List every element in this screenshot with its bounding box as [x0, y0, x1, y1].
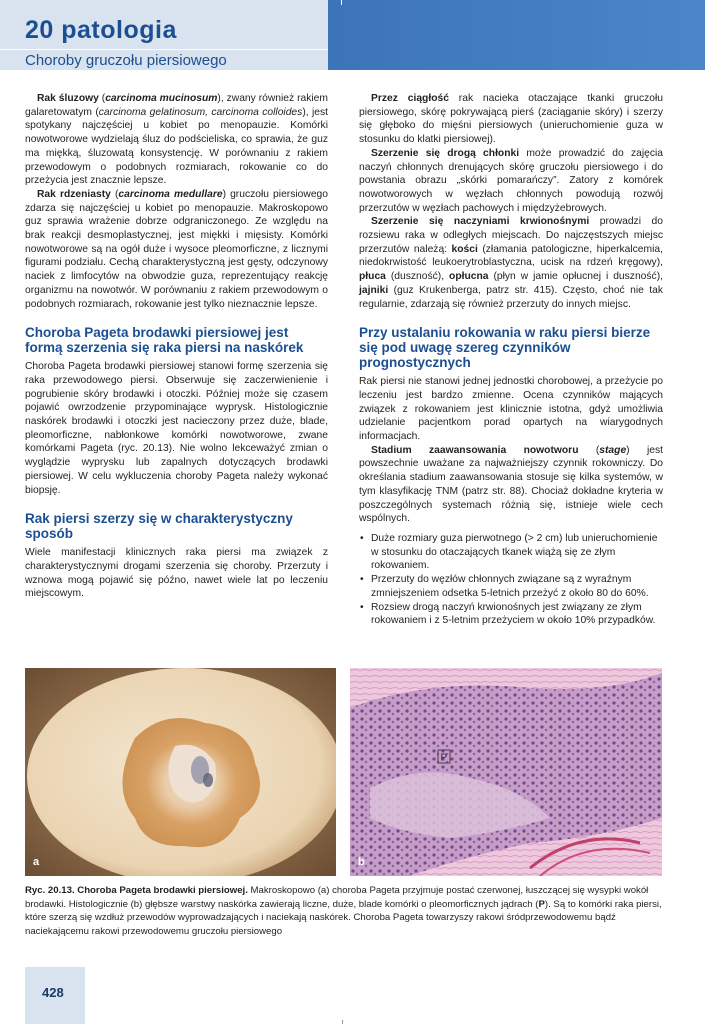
figure-label-a: a — [33, 856, 40, 868]
figure-photo-histology — [350, 668, 662, 876]
chapter-title: 20 patologia — [25, 16, 177, 44]
paragraph-blood: Szerzenie się naczyniami krwionośnymi prowadzi do rozsiewu raka w odległych miejscach. Do najczęstszych miejsc przerzutów należą: kości (złamania patologiczne, hiperkalcemia, niedokrwistość leukoerytroblastyczna, ucisk na rdzeń kręgowy), płuca (duszność), opłucna (płyn w jamie opłucnej i duszność), jajniki (guz Krukenberga, patrz str. 415). Często, choć nie tak regularnie, zdarzają się również przerzuty do innych miejsc. — [359, 216, 663, 310]
list-item: • Rozsiew drogą naczyń krwionośnych jest związany ze złym rokowaniem i z 5-letnim przeżyciem w około 10% przypadków. — [359, 601, 663, 628]
prognosis-list — [359, 532, 663, 628]
section-heading-spread: Rak piersi szerzy się w charakterystyczny sposób — [25, 511, 293, 542]
paragraph-mucinous: Rak śluzowy (carcinoma mucinosum), zwany również rakiem galaretowatym (carcinoma gelatinosum, carcinoma colloides), jest spotykany najczęściej u kobiet po menopauzie. Komórki nowotworowe wydzielają śluz do podścieliska, co sprawia, że guz ma miękką, śluzowatą konsystencję. W porównaniu z rakiem przewodowym o podobnych rozmiarach, rokowanie co do przeżycia jest znacznie lepsze. — [25, 93, 328, 187]
chapter-subtitle: Choroby gruczołu piersiowego — [25, 52, 227, 69]
histology-image — [350, 668, 662, 876]
header-band — [328, 0, 705, 70]
left-column — [25, 92, 328, 601]
figure-label-b: b — [358, 856, 365, 868]
crop-mark — [341, 0, 342, 5]
histology-marker-p: P — [440, 752, 448, 764]
paragraph-prognosis: Rak piersi nie stanowi jednej jednostki chorobowej, a przeżycie po leczeniu jest bardzo zmienne. Ocena czynników mających związek z rokowaniem jest klinicznie istotna, gdyż umożliwia udzielanie pacjentkom porad opartych na wiarygodnych informacjach. — [359, 376, 663, 443]
paragraph-spread: Wiele manifestacji klinicznych raka piersi ma związek z charakterystycznymi drogami szerzenia się choroby. Przerzuty i wznowa mogą pojawić się późno, nawet wiele lat po leczeniu miejscowym. — [25, 547, 328, 600]
figure-caption: Ryc. 20.13. Choroba Pageta brodawki piersiowej. Makroskopowo (a) choroba Pageta przyjmuje postać czerwonej, łuszczącej się wysypki wokół brodawki. Histologicznie (b) głębsze warstwy naskórka zawierają liczne, duże, blade komórki o pleomorficznych jądrach (P). Są to komórki raka piersi, które szerzą się wzdłuż przewodów wyprowadzających i naciekają naskórek. Choroba Pageta towarzyszy rakowi śródprzewodowemu bądź naciekającemu rakowi przewodowemu gruczołu piersiowego — [25, 885, 662, 937]
crop-mark-bottom — [342, 1020, 343, 1024]
header-divider — [0, 49, 328, 50]
list-item: • Przerzuty do węzłów chłonnych związane są z wyraźnym zmniejszeniem odsetka 5-letnich przeżyć z około 80 do 60%. — [359, 573, 663, 600]
macroscopic-image — [25, 668, 336, 876]
paragraph-lymphatic: Szerzenie się drogą chłonki może prowadzić do zajęcia naczyń chłonnych drenujących skórę gruczołu piersiowego i do powstania obrazu „skórki pomarańczy”. Zatory z komórek nowotworowych w węzłach chłonnych powodują rozwój przerzutów w węzłach pachowych i międzyżebrowych. — [359, 147, 664, 214]
right-column — [359, 92, 663, 628]
section-heading-paget: Choroba Pageta brodawki piersiowej jest formą szerzenia się raka piersi na naskórek — [25, 325, 304, 356]
paragraph-stage: Stadium zaawansowania nowotworu (stage) jest powszechnie uważane za najważniejszy czynnik rokowniczy. Do określania stadium zaawansowania stosuje się kilka systemów, w tym klasyfikację TNM (patrz str. 88). Chociaż dokładne kryteria w poszczególnych systemach różnią się, istnieje wiele cech wspólnych. — [359, 444, 663, 525]
paragraph-continuity: Przez ciągłość rak nacieka otaczające tkanki gruczołu piersiowego, skórę pokrywającą pierś (zaciąganie skóry) i szerzy się głęboko do mięśni piersiowych (unieruchomienie guza w stosunku do klatki piersiowej). — [359, 93, 663, 146]
paragraph-paget: Choroba Pageta brodawki piersiowej stanowi formę szerzenia się raka przewodowego piersi. Obserwuje się zaczerwienienie i pogrubienie skóry brodawki i otoczki. Później może się czasem pojawić owrzodzenie przypominające wyprysk. Histologicznie naskórek brodawki i otoczki jest nacieczony przez duże, blade, pleomorficzne, nabłonkowe komórki nowotworowe, zwane komórkami Pageta (ryc. 20.13). Nie wolno lekceważyć zmian o wyglądzie wyprysku lub zapalnych dotyczących brodawki piersiowej. W celu wykluczenia choroby Pageta należy wykonać biopsję. — [25, 361, 328, 496]
page-number: 428 — [42, 985, 64, 1000]
paragraph-medullary: Rak rdzeniasty (carcinoma medullare) gruczołu piersiowego zdarza się najczęściej u kobiet po menopauzie. Makroskopowo guz sprawia wrażenie dobrze odgraniczonego. Ze względu na brak reakcji desmoplastycznej, jest miękki i mięsisty. Komórki nowotworowe są na ogół duże i wysoce pleomorficzne, z licznymi figurami podziału. Cechą charakterystyczną jest gęsty, odczynowy naciek z limfocytów na obwodzie guza, reprezentujący reakcję organizmu na nowotwór. W porównaniu z rakiem przewodowym o podobnych rozmiarach, rokowanie jest tylko nieznacznie lepsze. — [25, 188, 329, 310]
figure-photo-macroscopic — [25, 668, 336, 876]
section-heading-prognosis: Przy ustalaniu rokowania w raku piersi bierze się pod uwagę szereg czynników prognostycznych — [359, 325, 651, 371]
list-item: • Duże rozmiary guza pierwotnego (> 2 cm) lub unieruchomienie w stosunku do otaczających tkanek wiążą się ze złym rokowaniem. — [359, 532, 663, 573]
